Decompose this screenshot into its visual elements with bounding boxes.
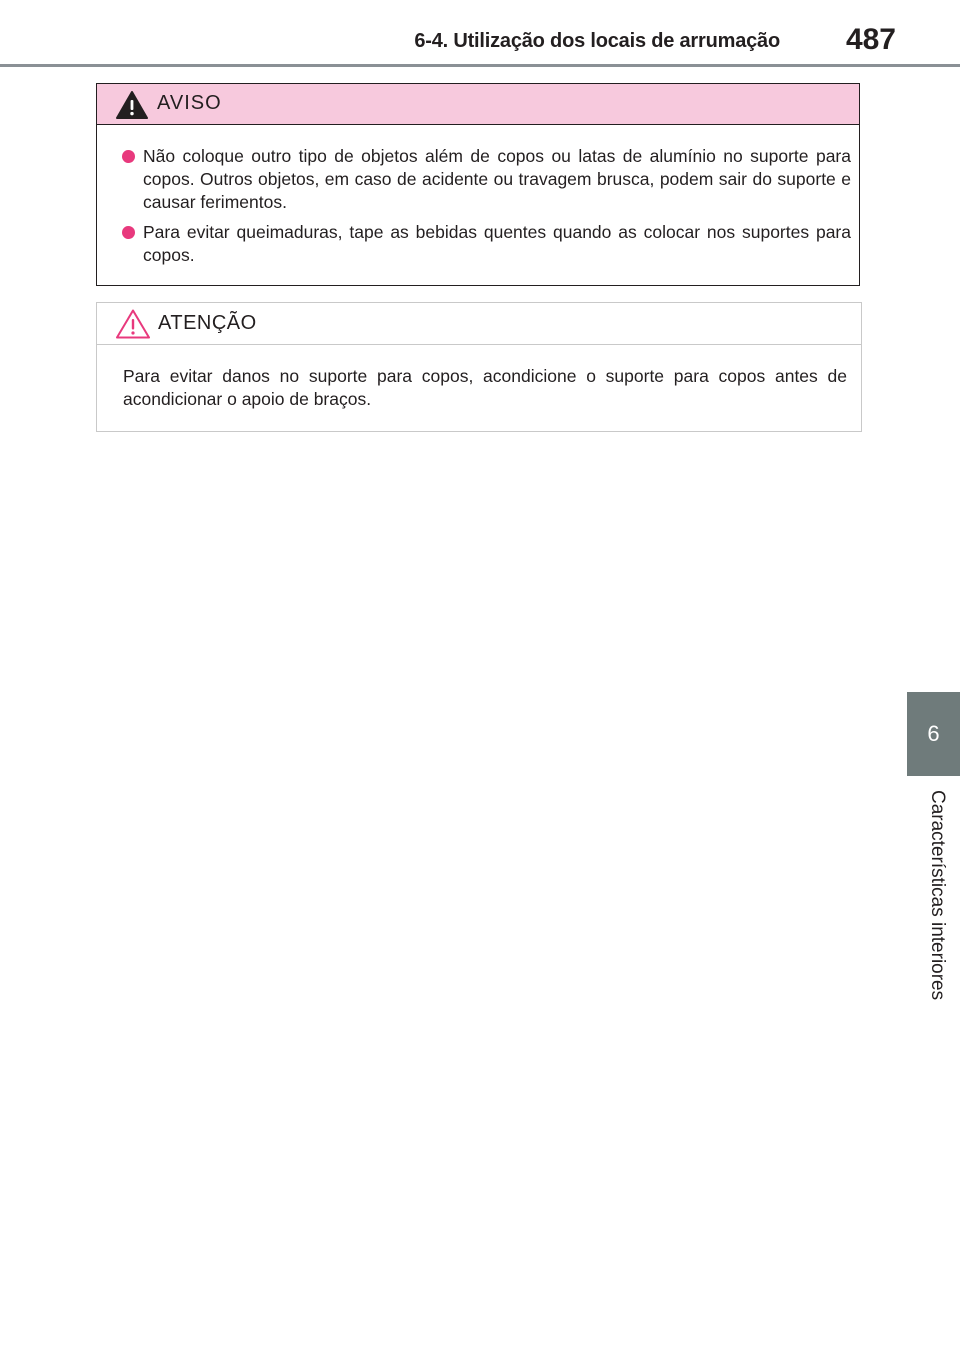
warning-item (122, 145, 851, 214)
bullet-icon (122, 226, 135, 239)
warning-triangle-icon (115, 90, 149, 120)
warning-item (122, 221, 851, 267)
chapter-title: Características interiores (927, 790, 948, 1001)
header-divider (0, 64, 960, 67)
warning-box (96, 83, 860, 286)
section-title: 6-4. Utilização dos locais de arrumação (414, 30, 780, 52)
warning-title: AVISO (157, 92, 222, 114)
chapter-number: 6 (927, 721, 940, 746)
caution-text: Para evitar danos no suporte para copos, acondicione o suporte para copos antes de acondicionar o apoio de braços. (123, 366, 847, 409)
warning-item-text: Não coloque outro tipo de objetos além de copos ou latas de alumínio no suporte para copos. Outros objetos, em caso de acidente ou travagem brusca, podem sair do suporte e causar ferimentos. (143, 146, 851, 212)
warning-header (97, 84, 859, 125)
page-number: 487 (845, 23, 896, 56)
warning-list (97, 125, 859, 267)
bullet-icon (122, 150, 135, 163)
caution-triangle-icon (115, 308, 151, 340)
caution-header (97, 303, 861, 345)
chapter-tab (907, 692, 960, 776)
caution-box (96, 302, 862, 432)
caution-title: ATENÇÃO (158, 312, 257, 334)
warning-item-text: Para evitar queimaduras, tape as bebidas quentes quando as colocar nos suportes para copos. (143, 222, 851, 265)
chapter-label (927, 790, 957, 1020)
